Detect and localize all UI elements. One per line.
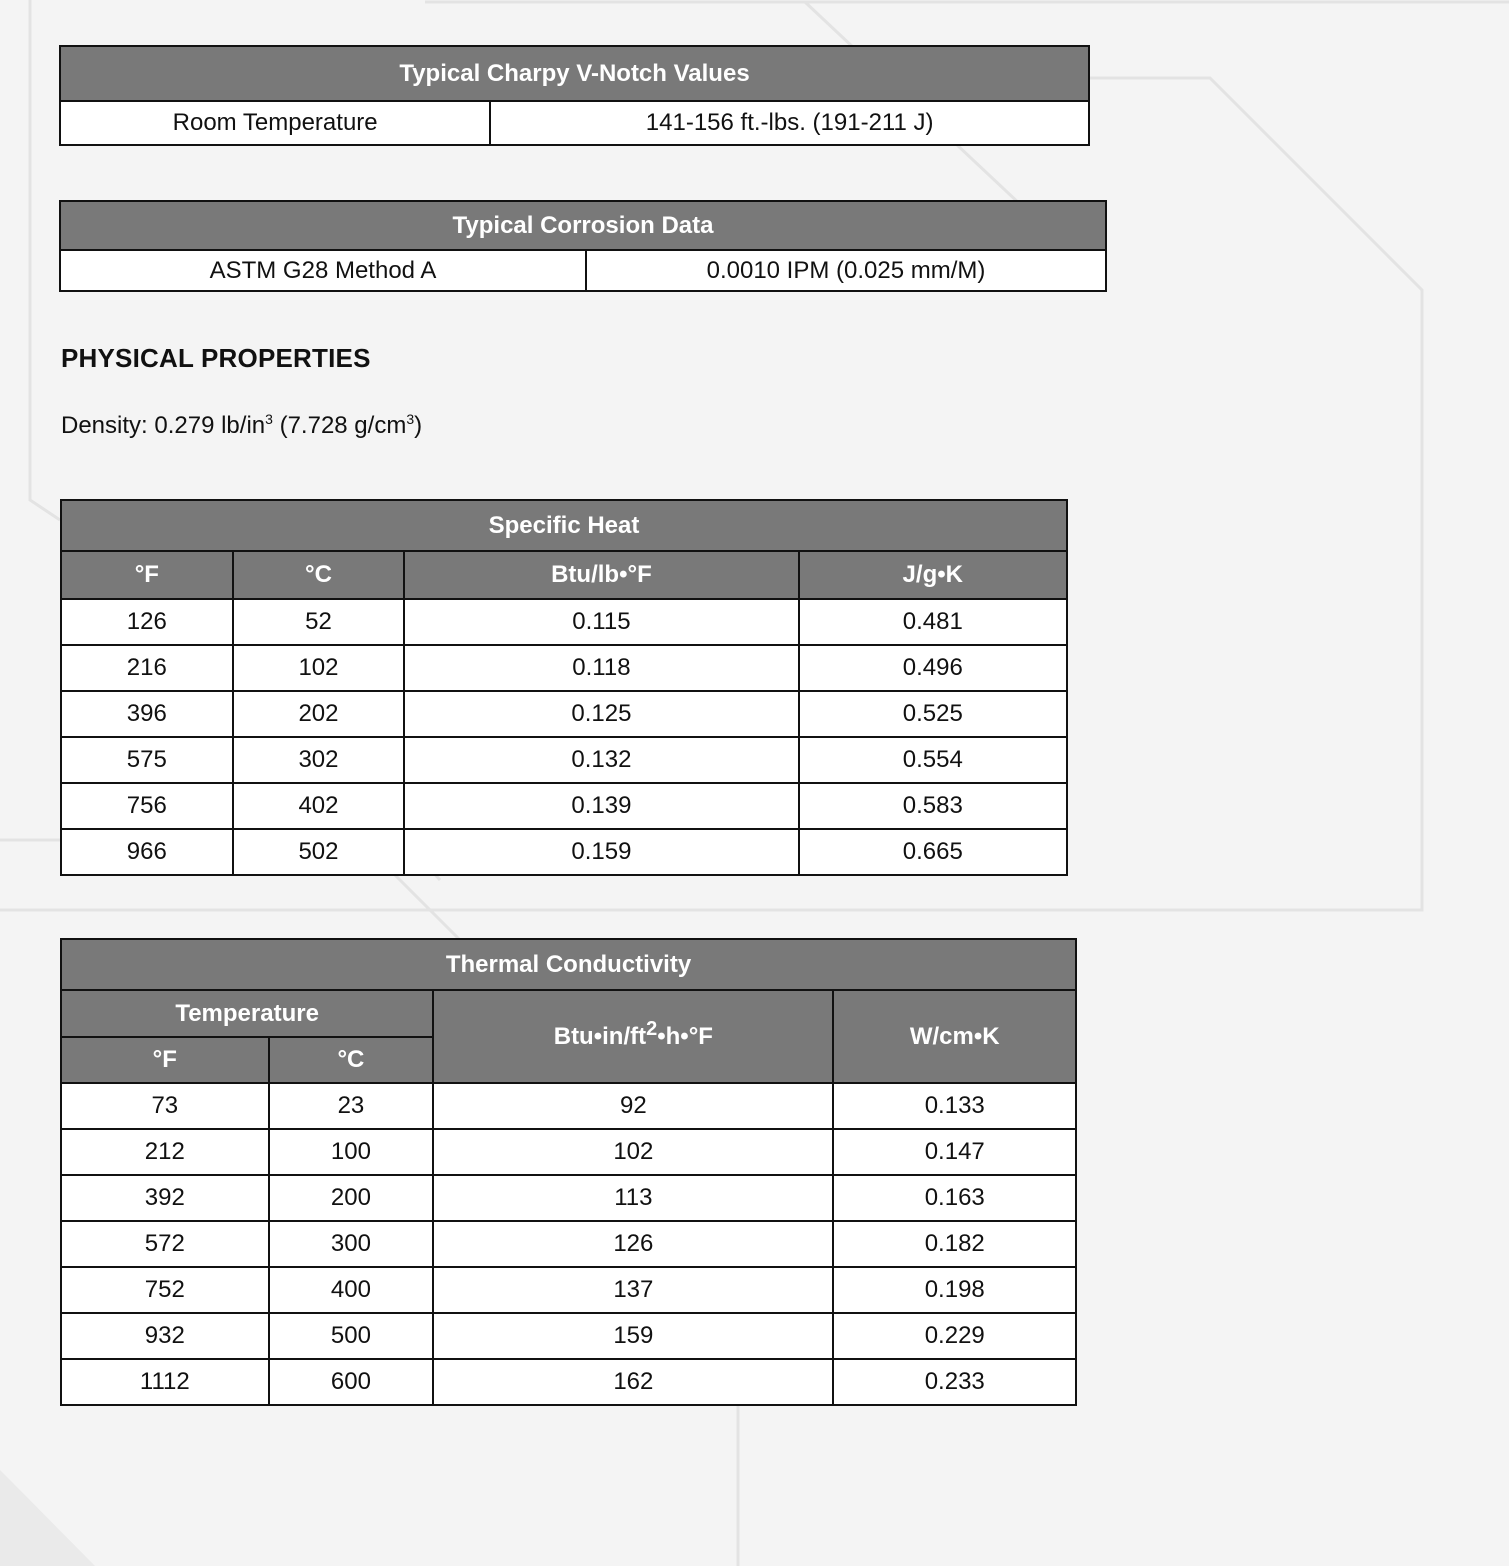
density-metric-exponent: 3 (406, 411, 415, 427)
table-cell: 300 (269, 1221, 434, 1267)
table-cell: 302 (233, 737, 405, 783)
section-heading: PHYSICAL PROPERTIES (61, 343, 371, 373)
btu-exponent: 2 (646, 1017, 658, 1040)
table-cell: 600 (269, 1359, 434, 1405)
table-cell: 100 (269, 1129, 434, 1175)
table-cell: 0.496 (799, 645, 1067, 691)
table-cell: 502 (233, 829, 405, 875)
column-header-jgk: J/g•K (799, 551, 1067, 599)
table-row (61, 1267, 1076, 1313)
charpy-label: Room Temperature (60, 101, 490, 145)
density-suffix: ) (414, 412, 423, 439)
table-cell: 0.182 (833, 1221, 1076, 1267)
btu-prefix: Btu•in/ft (553, 1022, 647, 1050)
density-exponent: 3 (265, 411, 273, 427)
corrosion-value: 0.0010 IPM (0.025 mm/M) (586, 250, 1106, 291)
table-cell: 92 (433, 1083, 833, 1129)
table-cell: 0.118 (404, 645, 798, 691)
temperature-header: Temperature (61, 990, 433, 1037)
btu-suffix: •h•°F (657, 1022, 713, 1050)
table-cell: 0.163 (833, 1175, 1076, 1221)
column-header-btu (433, 990, 833, 1083)
table-cell: 392 (61, 1175, 269, 1221)
table-row (61, 599, 1067, 645)
table-cell: 0.198 (833, 1267, 1076, 1313)
table-cell: 0.233 (833, 1359, 1076, 1405)
thermal-body (61, 1083, 1076, 1405)
table-cell: 0.665 (799, 829, 1067, 875)
column-header-f: °F (61, 1037, 269, 1083)
table-cell: 0.583 (799, 783, 1067, 829)
table-cell: 500 (269, 1313, 434, 1359)
table-cell: 0.481 (799, 599, 1067, 645)
table-cell: 575 (61, 737, 233, 783)
table-cell: 23 (269, 1083, 434, 1129)
table-cell: 162 (433, 1359, 833, 1405)
table-cell: 212 (61, 1129, 269, 1175)
density-metric: (7.728 g/cm (272, 412, 407, 439)
table-row (61, 783, 1067, 829)
table-cell: 1112 (61, 1359, 269, 1405)
table-cell: 0.525 (799, 691, 1067, 737)
table-cell: 0.229 (833, 1313, 1076, 1359)
table-cell: 0.132 (404, 737, 798, 783)
thermal-title: Thermal Conductivity (61, 939, 1076, 990)
table-cell: 159 (433, 1313, 833, 1359)
table-cell: 73 (61, 1083, 269, 1129)
table-row (61, 1083, 1076, 1129)
column-header-c: °C (269, 1037, 434, 1083)
table-row (60, 101, 1089, 145)
table-cell: 126 (61, 599, 233, 645)
table-cell: 52 (233, 599, 405, 645)
column-header-btu: Btu/lb•°F (404, 551, 798, 599)
table-cell: 0.159 (404, 829, 798, 875)
table-row (61, 691, 1067, 737)
table-row (61, 829, 1067, 875)
table-cell: 932 (61, 1313, 269, 1359)
charpy-title: Typical Charpy V-Notch Values (60, 46, 1089, 101)
table-cell: 572 (61, 1221, 269, 1267)
column-header-f: °F (61, 551, 233, 599)
table-row (61, 1129, 1076, 1175)
table-row (60, 250, 1106, 291)
table-cell: 402 (233, 783, 405, 829)
table-cell: 966 (61, 829, 233, 875)
table-cell: 0.554 (799, 737, 1067, 783)
table-row (61, 1359, 1076, 1405)
column-header-c: °C (233, 551, 405, 599)
table-cell: 0.115 (404, 599, 798, 645)
table-cell: 202 (233, 691, 405, 737)
table-row (61, 645, 1067, 691)
table-cell: 113 (433, 1175, 833, 1221)
table-cell: 400 (269, 1267, 434, 1313)
table-cell: 396 (61, 691, 233, 737)
corrosion-label: ASTM G28 Method A (60, 250, 586, 291)
table-cell: 200 (269, 1175, 434, 1221)
table-cell: 0.133 (833, 1083, 1076, 1129)
charpy-value: 141-156 ft.-lbs. (191-211 J) (490, 101, 1089, 145)
table-cell: 752 (61, 1267, 269, 1313)
table-cell: 0.125 (404, 691, 798, 737)
table-row (61, 1313, 1076, 1359)
specific-heat-title: Specific Heat (61, 500, 1067, 551)
column-header-wcmk: W/cm•K (833, 990, 1076, 1083)
specific-heat-body (61, 599, 1067, 875)
table-cell: 756 (61, 783, 233, 829)
density-prefix: Density: 0.279 lb/in (61, 412, 266, 439)
corrosion-title: Typical Corrosion Data (60, 201, 1106, 250)
specific-heat-table (60, 499, 1068, 876)
table-cell: 137 (433, 1267, 833, 1313)
table-cell: 0.147 (833, 1129, 1076, 1175)
table-cell: 126 (433, 1221, 833, 1267)
density-text (61, 412, 422, 440)
thermal-conductivity-table (60, 938, 1077, 1406)
corrosion-table (59, 200, 1107, 292)
table-row (61, 737, 1067, 783)
table-row (61, 1221, 1076, 1267)
table-cell: 0.139 (404, 783, 798, 829)
table-row (61, 1175, 1076, 1221)
charpy-table (59, 45, 1090, 146)
table-cell: 102 (233, 645, 405, 691)
table-cell: 102 (433, 1129, 833, 1175)
table-cell: 216 (61, 645, 233, 691)
